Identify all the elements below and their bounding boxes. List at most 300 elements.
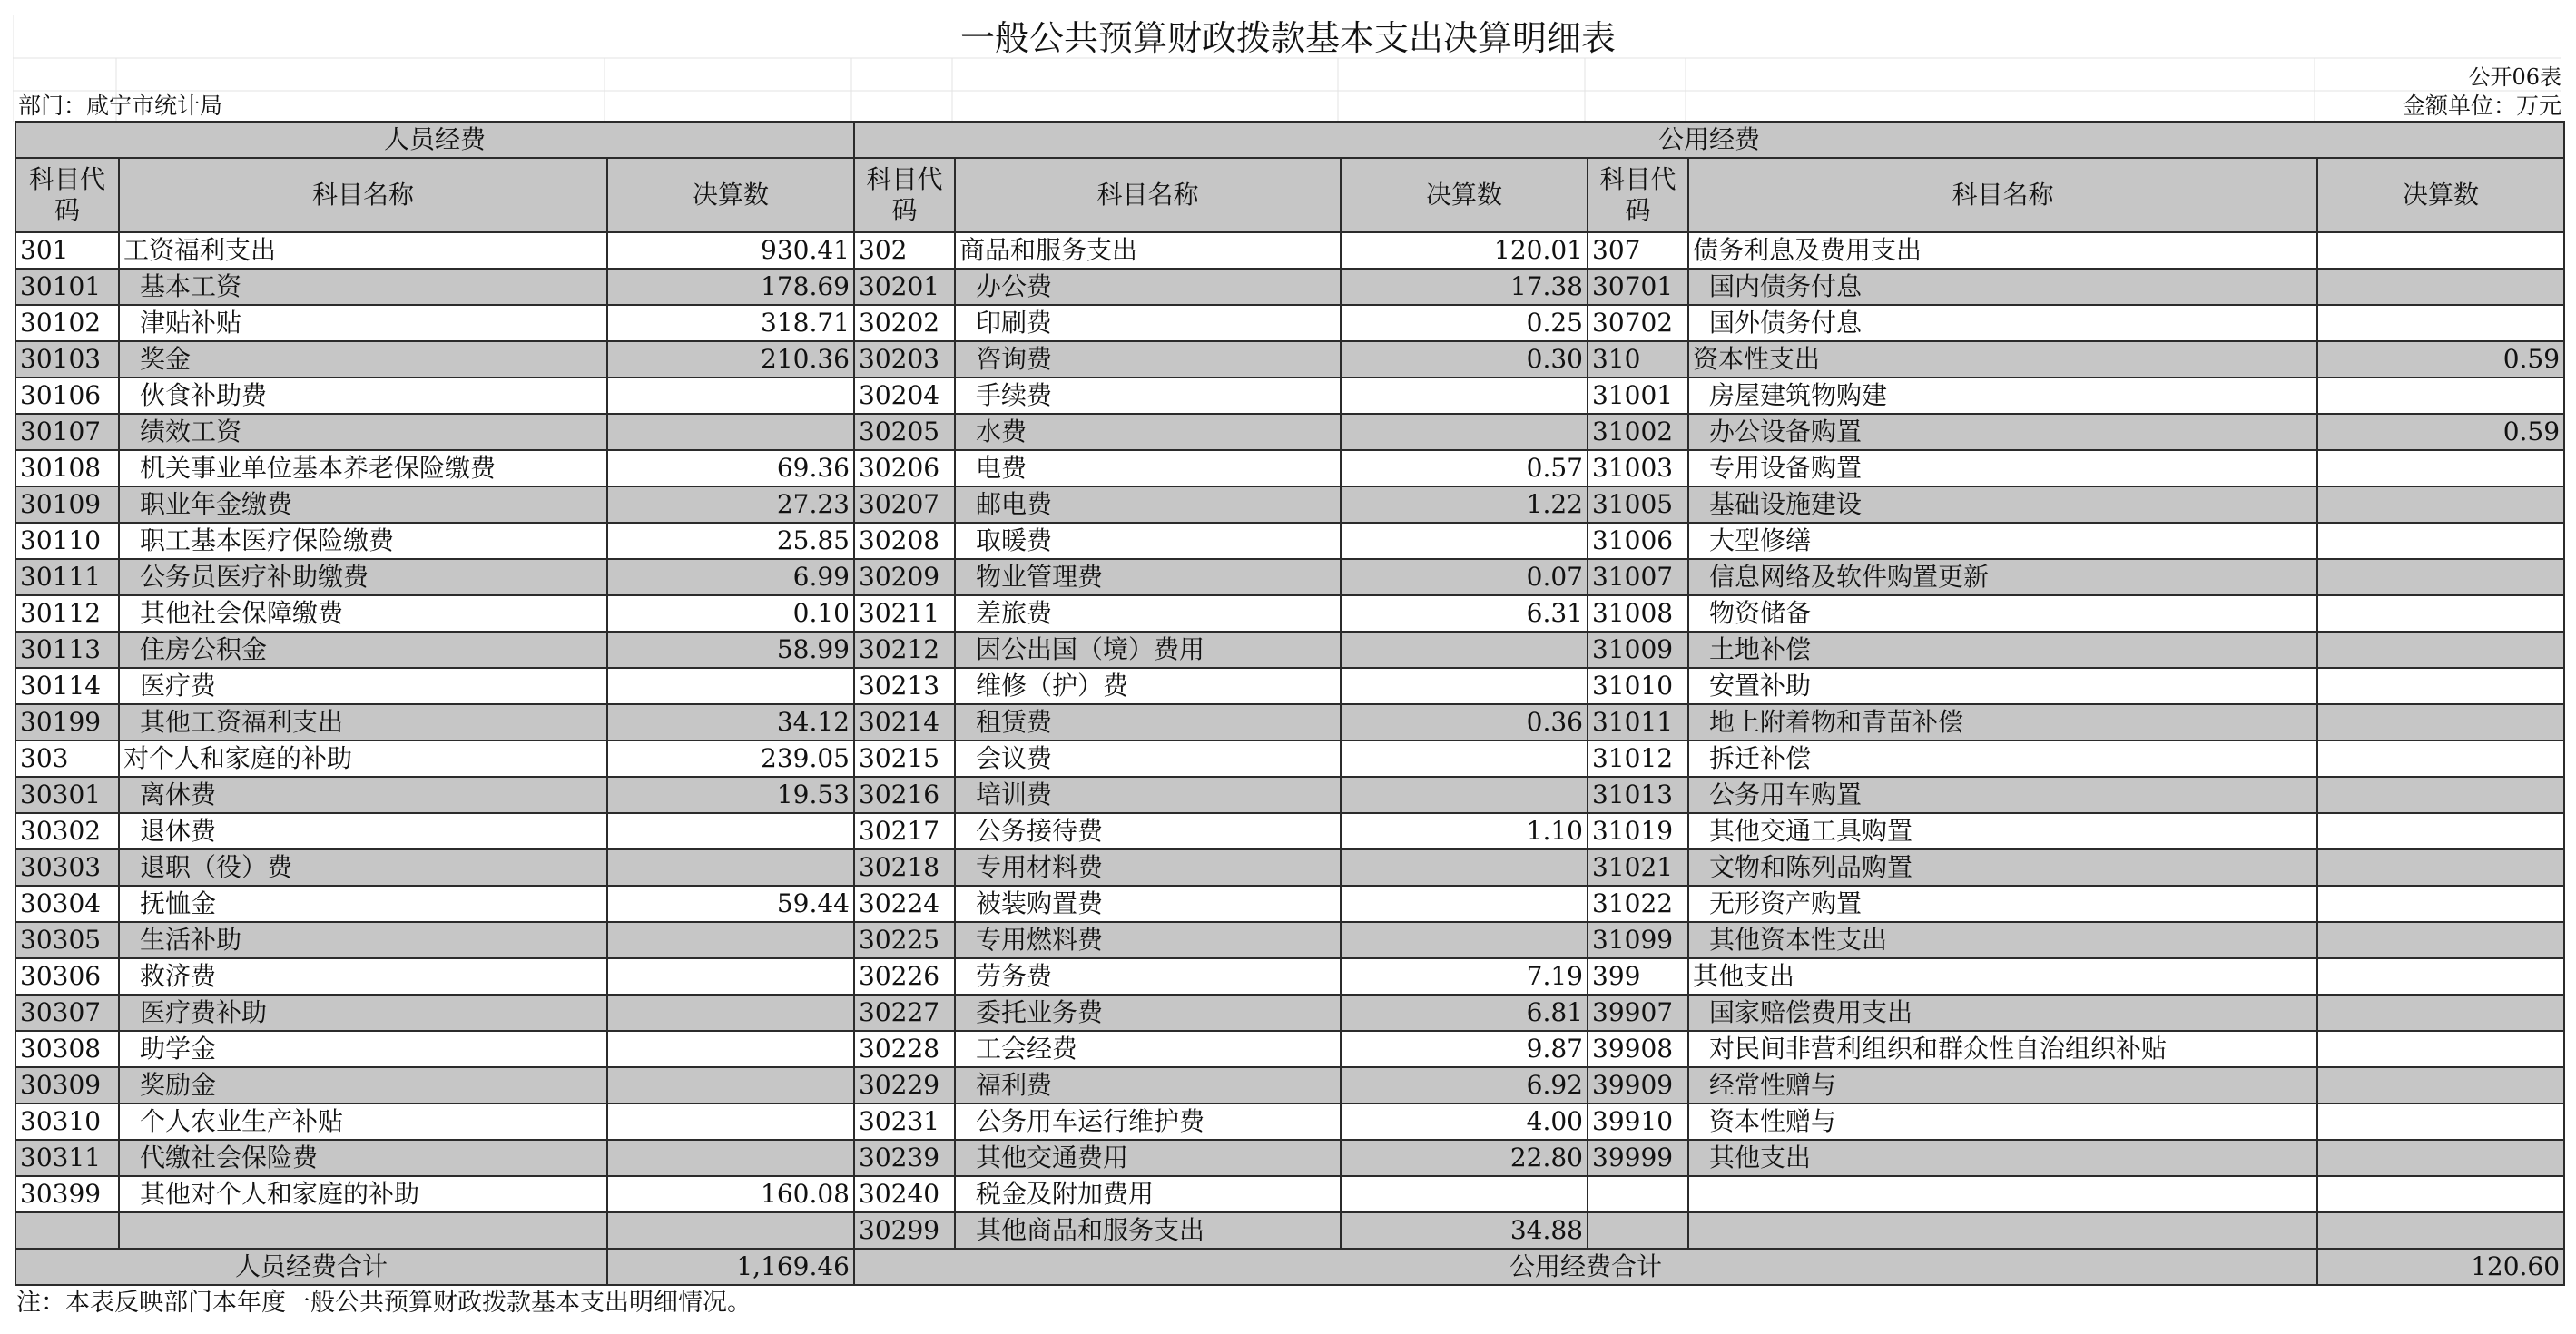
capital-code-cell: 307 <box>1588 232 1688 269</box>
personnel-amount-cell <box>607 849 854 886</box>
table-row <box>15 813 2564 849</box>
personnel-code-cell: 30307 <box>15 995 119 1031</box>
personnel-amount-cell <box>607 922 854 958</box>
personnel-amount-cell: 178.69 <box>607 269 854 305</box>
personnel-name-cell: 代缴社会保险费 <box>119 1140 607 1176</box>
public-total-amount: 120.60 <box>2317 1249 2564 1285</box>
capital-code-cell: 30701 <box>1588 269 1688 305</box>
capital-name-cell: 债务利息及费用支出 <box>1688 232 2317 269</box>
personnel-amount-cell <box>607 1031 854 1067</box>
capital-amount-cell <box>2317 378 2564 414</box>
goods-amount-cell <box>1341 777 1588 813</box>
personnel-code-cell: 30306 <box>15 958 119 995</box>
personnel-code-cell: 30101 <box>15 269 119 305</box>
goods-code-cell: 30211 <box>854 595 955 632</box>
capital-code-cell: 31001 <box>1588 378 1688 414</box>
column-header-code: 科目代码 <box>1588 158 1688 232</box>
table-row <box>15 1176 2564 1212</box>
capital-name-cell: 国外债务付息 <box>1688 305 2317 341</box>
personnel-amount-cell <box>607 1103 854 1140</box>
personnel-amount-cell <box>607 995 854 1031</box>
personnel-name-cell: 退休费 <box>119 813 607 849</box>
capital-code-cell: 399 <box>1588 958 1688 995</box>
capital-code-cell: 31003 <box>1588 450 1688 486</box>
capital-amount-cell <box>2317 269 2564 305</box>
goods-name-cell: 水费 <box>955 414 1341 450</box>
personnel-amount-cell <box>607 668 854 704</box>
personnel-name-cell: 退职（役）费 <box>119 849 607 886</box>
capital-code-cell: 31012 <box>1588 741 1688 777</box>
table-number: 公开06表 <box>2468 64 2561 90</box>
table-row <box>15 232 2564 269</box>
goods-name-cell: 印刷费 <box>955 305 1341 341</box>
personnel-code-cell: 30113 <box>15 632 119 668</box>
page-title: 一般公共预算财政拨款基本支出决算明细表 <box>959 18 1616 58</box>
goods-code-cell: 30201 <box>854 269 955 305</box>
goods-code-cell: 30225 <box>854 922 955 958</box>
capital-amount-cell <box>2317 886 2564 922</box>
goods-name-cell: 公务接待费 <box>955 813 1341 849</box>
personnel-code-cell: 30111 <box>15 559 119 595</box>
capital-code-cell: 39908 <box>1588 1031 1688 1067</box>
personnel-code-cell: 30112 <box>15 595 119 632</box>
goods-amount-cell <box>1341 922 1588 958</box>
goods-name-cell: 委托业务费 <box>955 995 1341 1031</box>
capital-code-cell: 39910 <box>1588 1103 1688 1140</box>
capital-amount-cell <box>2317 741 2564 777</box>
column-header-amount: 决算数 <box>2317 158 2564 232</box>
personnel-code-cell: 30114 <box>15 668 119 704</box>
goods-code-cell: 30207 <box>854 486 955 523</box>
capital-code-cell: 39999 <box>1588 1140 1688 1176</box>
personnel-name-cell: 基本工资 <box>119 269 607 305</box>
personnel-name-cell <box>119 1212 607 1249</box>
goods-name-cell: 税金及附加费用 <box>955 1176 1341 1212</box>
personnel-name-cell: 公务员医疗补助缴费 <box>119 559 607 595</box>
personnel-name-cell: 医疗费 <box>119 668 607 704</box>
expenditure-table <box>15 121 2565 1286</box>
goods-amount-cell <box>1341 378 1588 414</box>
capital-amount-cell <box>2317 595 2564 632</box>
goods-code-cell: 30204 <box>854 378 955 414</box>
capital-amount-cell <box>2317 813 2564 849</box>
goods-code-cell: 30215 <box>854 741 955 777</box>
goods-code-cell: 30203 <box>854 341 955 378</box>
goods-code-cell: 302 <box>854 232 955 269</box>
personnel-name-cell: 助学金 <box>119 1031 607 1067</box>
totals-row <box>15 1249 2564 1285</box>
capital-name-cell: 国家赔偿费用支出 <box>1688 995 2317 1031</box>
personnel-total-amount: 1,169.46 <box>607 1249 854 1285</box>
personnel-total-label: 人员经费合计 <box>15 1249 607 1285</box>
goods-name-cell: 其他商品和服务支出 <box>955 1212 1341 1249</box>
table-row <box>15 1067 2564 1103</box>
table-row <box>15 269 2564 305</box>
personnel-amount-cell: 58.99 <box>607 632 854 668</box>
goods-amount-cell <box>1341 886 1588 922</box>
table-row <box>15 559 2564 595</box>
table-row <box>15 414 2564 450</box>
capital-amount-cell <box>2317 1212 2564 1249</box>
goods-amount-cell: 22.80 <box>1341 1140 1588 1176</box>
goods-amount-cell: 1.10 <box>1341 813 1588 849</box>
goods-name-cell: 被装购置费 <box>955 886 1341 922</box>
personnel-amount-cell: 27.23 <box>607 486 854 523</box>
goods-code-cell: 30212 <box>854 632 955 668</box>
personnel-amount-cell <box>607 813 854 849</box>
goods-name-cell: 物业管理费 <box>955 559 1341 595</box>
goods-amount-cell: 0.30 <box>1341 341 1588 378</box>
goods-amount-cell: 17.38 <box>1341 269 1588 305</box>
goods-amount-cell: 1.22 <box>1341 486 1588 523</box>
table-row <box>15 305 2564 341</box>
capital-name-cell: 文物和陈列品购置 <box>1688 849 2317 886</box>
goods-amount-cell <box>1341 414 1588 450</box>
capital-amount-cell <box>2317 668 2564 704</box>
goods-code-cell: 30217 <box>854 813 955 849</box>
capital-code-cell: 31021 <box>1588 849 1688 886</box>
goods-amount-cell: 6.81 <box>1341 995 1588 1031</box>
personnel-name-cell: 其他对个人和家庭的补助 <box>119 1176 607 1212</box>
capital-amount-cell <box>2317 1103 2564 1140</box>
capital-name-cell <box>1688 1176 2317 1212</box>
capital-name-cell: 信息网络及软件购置更新 <box>1688 559 2317 595</box>
goods-code-cell: 30226 <box>854 958 955 995</box>
goods-name-cell: 手续费 <box>955 378 1341 414</box>
personnel-name-cell: 其他工资福利支出 <box>119 704 607 741</box>
goods-amount-cell: 6.31 <box>1341 595 1588 632</box>
table-row <box>15 595 2564 632</box>
personnel-code-cell: 30107 <box>15 414 119 450</box>
column-header-code: 科目代码 <box>854 158 955 232</box>
table-row <box>15 378 2564 414</box>
personnel-name-cell: 奖金 <box>119 341 607 378</box>
capital-amount-cell <box>2317 922 2564 958</box>
personnel-amount-cell <box>607 1067 854 1103</box>
goods-code-cell: 30239 <box>854 1140 955 1176</box>
capital-amount-cell: 0.59 <box>2317 414 2564 450</box>
capital-code-cell: 39907 <box>1588 995 1688 1031</box>
goods-code-cell: 30218 <box>854 849 955 886</box>
personnel-amount-cell: 69.36 <box>607 450 854 486</box>
goods-amount-cell <box>1341 632 1588 668</box>
capital-name-cell: 国内债务付息 <box>1688 269 2317 305</box>
capital-amount-cell <box>2317 1067 2564 1103</box>
personnel-name-cell: 工资福利支出 <box>119 232 607 269</box>
goods-name-cell: 公务用车运行维护费 <box>955 1103 1341 1140</box>
personnel-name-cell: 救济费 <box>119 958 607 995</box>
table-row <box>15 741 2564 777</box>
personnel-name-cell: 个人农业生产补贴 <box>119 1103 607 1140</box>
goods-name-cell: 会议费 <box>955 741 1341 777</box>
personnel-code-cell: 30301 <box>15 777 119 813</box>
goods-name-cell: 专用燃料费 <box>955 922 1341 958</box>
capital-code-cell: 31011 <box>1588 704 1688 741</box>
column-header-amount: 决算数 <box>607 158 854 232</box>
goods-name-cell: 专用材料费 <box>955 849 1341 886</box>
capital-amount-cell <box>2317 1140 2564 1176</box>
table-row <box>15 1212 2564 1249</box>
personnel-code-cell: 30303 <box>15 849 119 886</box>
personnel-code-cell: 30308 <box>15 1031 119 1067</box>
capital-name-cell: 房屋建筑物购建 <box>1688 378 2317 414</box>
personnel-name-cell: 生活补助 <box>119 922 607 958</box>
personnel-name-cell: 住房公积金 <box>119 632 607 668</box>
goods-code-cell: 30209 <box>854 559 955 595</box>
capital-amount-cell <box>2317 704 2564 741</box>
goods-name-cell: 因公出国（境）费用 <box>955 632 1341 668</box>
capital-name-cell: 基础设施建设 <box>1688 486 2317 523</box>
goods-code-cell: 30224 <box>854 886 955 922</box>
goods-code-cell: 30205 <box>854 414 955 450</box>
capital-code-cell: 31022 <box>1588 886 1688 922</box>
capital-name-cell: 无形资产购置 <box>1688 886 2317 922</box>
personnel-amount-cell: 34.12 <box>607 704 854 741</box>
goods-amount-cell: 9.87 <box>1341 1031 1588 1067</box>
table-row <box>15 886 2564 922</box>
capital-name-cell: 安置补助 <box>1688 668 2317 704</box>
personnel-amount-cell: 239.05 <box>607 741 854 777</box>
goods-amount-cell: 6.92 <box>1341 1067 1588 1103</box>
group-header-personnel: 人员经费 <box>15 122 854 158</box>
personnel-amount-cell <box>607 378 854 414</box>
goods-amount-cell: 7.19 <box>1341 958 1588 995</box>
personnel-name-cell: 绩效工资 <box>119 414 607 450</box>
column-header-amount: 决算数 <box>1341 158 1588 232</box>
capital-code-cell: 31009 <box>1588 632 1688 668</box>
capital-name-cell: 经常性赠与 <box>1688 1067 2317 1103</box>
table-row <box>15 341 2564 378</box>
capital-amount-cell <box>2317 995 2564 1031</box>
goods-amount-cell: 0.25 <box>1341 305 1588 341</box>
capital-amount-cell <box>2317 632 2564 668</box>
personnel-name-cell: 其他社会保障缴费 <box>119 595 607 632</box>
personnel-amount-cell <box>607 414 854 450</box>
goods-name-cell: 维修（护）费 <box>955 668 1341 704</box>
goods-amount-cell <box>1341 1176 1588 1212</box>
personnel-code-cell: 30311 <box>15 1140 119 1176</box>
personnel-code-cell: 30302 <box>15 813 119 849</box>
goods-code-cell: 30206 <box>854 450 955 486</box>
capital-amount-cell <box>2317 777 2564 813</box>
goods-name-cell: 邮电费 <box>955 486 1341 523</box>
goods-code-cell: 30299 <box>854 1212 955 1249</box>
capital-code-cell: 31005 <box>1588 486 1688 523</box>
personnel-code-cell: 30108 <box>15 450 119 486</box>
capital-amount-cell <box>2317 523 2564 559</box>
capital-name-cell: 其他交通工具购置 <box>1688 813 2317 849</box>
goods-code-cell: 30214 <box>854 704 955 741</box>
personnel-code-cell: 30103 <box>15 341 119 378</box>
personnel-code-cell: 301 <box>15 232 119 269</box>
personnel-amount-cell <box>607 1212 854 1249</box>
footnote: 注：本表反映部门本年度一般公共预算财政拨款基本支出明细情况。 <box>16 1289 752 1317</box>
capital-amount-cell <box>2317 958 2564 995</box>
goods-code-cell: 30208 <box>854 523 955 559</box>
capital-amount-cell <box>2317 450 2564 486</box>
amount-unit-label: 金额单位：万元 <box>2402 93 2561 119</box>
goods-code-cell: 30216 <box>854 777 955 813</box>
personnel-code-cell: 30399 <box>15 1176 119 1212</box>
personnel-name-cell: 伙食补助费 <box>119 378 607 414</box>
personnel-amount-cell: 318.71 <box>607 305 854 341</box>
goods-name-cell: 取暖费 <box>955 523 1341 559</box>
capital-amount-cell <box>2317 559 2564 595</box>
table-row <box>15 1140 2564 1176</box>
capital-name-cell: 对民间非营利组织和群众性自治组织补贴 <box>1688 1031 2317 1067</box>
table-row <box>15 632 2564 668</box>
table-row <box>15 450 2564 486</box>
goods-amount-cell: 0.57 <box>1341 450 1588 486</box>
goods-amount-cell: 0.36 <box>1341 704 1588 741</box>
personnel-code-cell: 30110 <box>15 523 119 559</box>
personnel-code-cell: 30109 <box>15 486 119 523</box>
capital-code-cell: 30702 <box>1588 305 1688 341</box>
personnel-amount-cell: 59.44 <box>607 886 854 922</box>
goods-code-cell: 30229 <box>854 1067 955 1103</box>
capital-code-cell <box>1588 1212 1688 1249</box>
capital-name-cell: 大型修缮 <box>1688 523 2317 559</box>
capital-code-cell: 31007 <box>1588 559 1688 595</box>
table-row <box>15 995 2564 1031</box>
personnel-code-cell: 30199 <box>15 704 119 741</box>
capital-name-cell: 其他支出 <box>1688 958 2317 995</box>
personnel-code-cell: 30309 <box>15 1067 119 1103</box>
capital-code-cell: 31008 <box>1588 595 1688 632</box>
goods-name-cell: 差旅费 <box>955 595 1341 632</box>
goods-code-cell: 30227 <box>854 995 955 1031</box>
capital-code-cell: 31002 <box>1588 414 1688 450</box>
capital-code-cell: 31006 <box>1588 523 1688 559</box>
personnel-name-cell: 津贴补贴 <box>119 305 607 341</box>
goods-name-cell: 其他交通费用 <box>955 1140 1341 1176</box>
goods-code-cell: 30240 <box>854 1176 955 1212</box>
capital-name-cell: 资本性赠与 <box>1688 1103 2317 1140</box>
capital-amount-cell <box>2317 305 2564 341</box>
capital-name-cell: 土地补偿 <box>1688 632 2317 668</box>
personnel-amount-cell <box>607 958 854 995</box>
personnel-amount-cell: 0.10 <box>607 595 854 632</box>
capital-name-cell: 物资储备 <box>1688 595 2317 632</box>
capital-code-cell: 310 <box>1588 341 1688 378</box>
personnel-name-cell: 离休费 <box>119 777 607 813</box>
personnel-code-cell: 30310 <box>15 1103 119 1140</box>
capital-amount-cell <box>2317 486 2564 523</box>
goods-amount-cell: 34.88 <box>1341 1212 1588 1249</box>
goods-name-cell: 租赁费 <box>955 704 1341 741</box>
capital-amount-cell <box>2317 1176 2564 1212</box>
goods-name-cell: 福利费 <box>955 1067 1341 1103</box>
goods-amount-cell <box>1341 741 1588 777</box>
capital-amount-cell <box>2317 1031 2564 1067</box>
personnel-name-cell: 抚恤金 <box>119 886 607 922</box>
capital-name-cell: 其他资本性支出 <box>1688 922 2317 958</box>
capital-code-cell: 31019 <box>1588 813 1688 849</box>
capital-code-cell: 31010 <box>1588 668 1688 704</box>
personnel-amount-cell: 6.99 <box>607 559 854 595</box>
capital-name-cell: 其他支出 <box>1688 1140 2317 1176</box>
personnel-amount-cell: 25.85 <box>607 523 854 559</box>
capital-code-cell: 31099 <box>1588 922 1688 958</box>
table-row <box>15 958 2564 995</box>
column-header-code: 科目代码 <box>15 158 119 232</box>
capital-name-cell: 地上附着物和青苗补偿 <box>1688 704 2317 741</box>
personnel-code-cell: 30305 <box>15 922 119 958</box>
capital-name-cell: 办公设备购置 <box>1688 414 2317 450</box>
group-header-public: 公用经费 <box>854 122 2564 158</box>
capital-name-cell: 拆迁补偿 <box>1688 741 2317 777</box>
goods-name-cell: 咨询费 <box>955 341 1341 378</box>
personnel-code-cell: 30102 <box>15 305 119 341</box>
personnel-code-cell: 30304 <box>15 886 119 922</box>
goods-name-cell: 劳务费 <box>955 958 1341 995</box>
capital-amount-cell <box>2317 232 2564 269</box>
column-header-name: 科目名称 <box>955 158 1341 232</box>
table-row <box>15 523 2564 559</box>
goods-amount-cell: 0.07 <box>1341 559 1588 595</box>
personnel-code-cell: 30106 <box>15 378 119 414</box>
goods-name-cell: 商品和服务支出 <box>955 232 1341 269</box>
personnel-code-cell: 303 <box>15 741 119 777</box>
department-label: 部门：咸宁市统计局 <box>18 93 223 119</box>
goods-amount-cell <box>1341 523 1588 559</box>
table-row <box>15 668 2564 704</box>
personnel-name-cell: 职工基本医疗保险缴费 <box>119 523 607 559</box>
capital-amount-cell: 0.59 <box>2317 341 2564 378</box>
goods-code-cell: 30213 <box>854 668 955 704</box>
personnel-code-cell <box>15 1212 119 1249</box>
goods-amount-cell: 120.01 <box>1341 232 1588 269</box>
goods-name-cell: 工会经费 <box>955 1031 1341 1067</box>
personnel-amount-cell: 210.36 <box>607 341 854 378</box>
goods-amount-cell <box>1341 668 1588 704</box>
capital-code-cell: 39909 <box>1588 1067 1688 1103</box>
capital-code-cell: 31013 <box>1588 777 1688 813</box>
table-row <box>15 922 2564 958</box>
column-header-name: 科目名称 <box>1688 158 2317 232</box>
personnel-amount-cell: 160.08 <box>607 1176 854 1212</box>
capital-code-cell <box>1588 1176 1688 1212</box>
capital-name-cell: 公务用车购置 <box>1688 777 2317 813</box>
capital-amount-cell <box>2317 849 2564 886</box>
personnel-name-cell: 对个人和家庭的补助 <box>119 741 607 777</box>
goods-code-cell: 30231 <box>854 1103 955 1140</box>
personnel-name-cell: 机关事业单位基本养老保险缴费 <box>119 450 607 486</box>
personnel-amount-cell: 930.41 <box>607 232 854 269</box>
goods-code-cell: 30228 <box>854 1031 955 1067</box>
goods-amount-cell <box>1341 849 1588 886</box>
goods-name-cell: 培训费 <box>955 777 1341 813</box>
table-row <box>15 777 2564 813</box>
column-header-name: 科目名称 <box>119 158 607 232</box>
capital-name-cell: 资本性支出 <box>1688 341 2317 378</box>
personnel-amount-cell <box>607 1140 854 1176</box>
personnel-name-cell: 奖励金 <box>119 1067 607 1103</box>
goods-name-cell: 电费 <box>955 450 1341 486</box>
public-total-label: 公用经费合计 <box>854 1249 2317 1285</box>
personnel-name-cell: 医疗费补助 <box>119 995 607 1031</box>
capital-name-cell <box>1688 1212 2317 1249</box>
table-row <box>15 1103 2564 1140</box>
capital-name-cell: 专用设备购置 <box>1688 450 2317 486</box>
table-row <box>15 849 2564 886</box>
goods-code-cell: 30202 <box>854 305 955 341</box>
table-body <box>15 232 2564 1249</box>
goods-name-cell: 办公费 <box>955 269 1341 305</box>
table-row <box>15 1031 2564 1067</box>
personnel-amount-cell: 19.53 <box>607 777 854 813</box>
table-row <box>15 486 2564 523</box>
